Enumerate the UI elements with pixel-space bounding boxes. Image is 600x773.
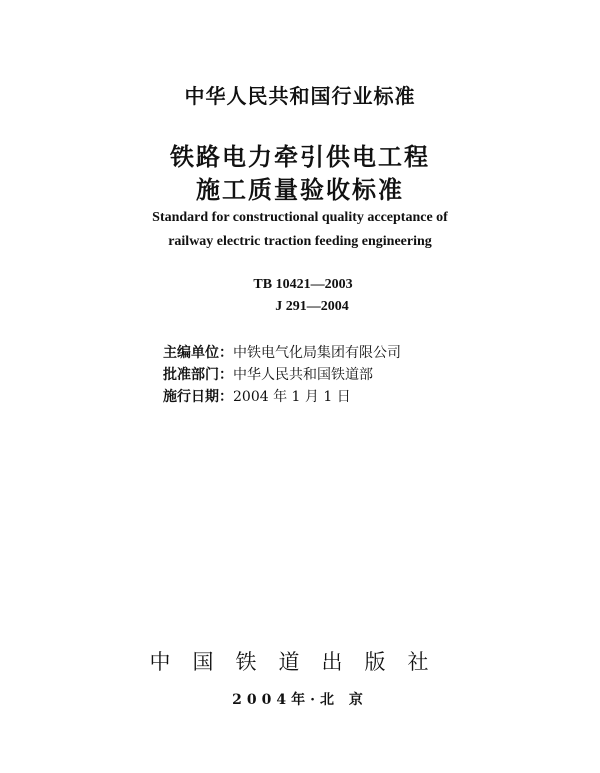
standard-series-heading: 中华人民共和国行业标准 xyxy=(184,84,416,108)
title-chinese-line-1: 铁路电力牵引供电工程 xyxy=(170,143,430,171)
title-chinese-line-2: 施工质量验收标准 xyxy=(196,176,404,204)
publication-date-place: 2004年·北 京 xyxy=(232,692,368,708)
meta-row-approver xyxy=(163,364,373,384)
meta-row-effective-date xyxy=(163,386,351,406)
meta-key-editor: 主编单位： xyxy=(163,345,233,361)
meta-row-editor xyxy=(163,342,401,362)
meta-value-approver: 中华人民共和国铁道部 xyxy=(233,367,373,383)
standard-code-tb: TB 10421—2003 xyxy=(253,277,353,292)
standard-code-j: J 291—2004 xyxy=(275,299,349,314)
publisher-name: 中国铁道出版社 xyxy=(149,650,451,674)
title-english-line-2: railway electric traction feeding engineering xyxy=(168,234,432,249)
meta-key-effective-date: 施行日期： xyxy=(163,389,233,405)
meta-value-effective-date: 2004 年 1 月 1 日 xyxy=(233,389,351,405)
meta-key-approver: 批准部门： xyxy=(163,367,233,383)
title-english-line-1: Standard for constructional quality acceptance of xyxy=(152,210,448,225)
meta-value-editor: 中铁电气化局集团有限公司 xyxy=(233,345,401,361)
